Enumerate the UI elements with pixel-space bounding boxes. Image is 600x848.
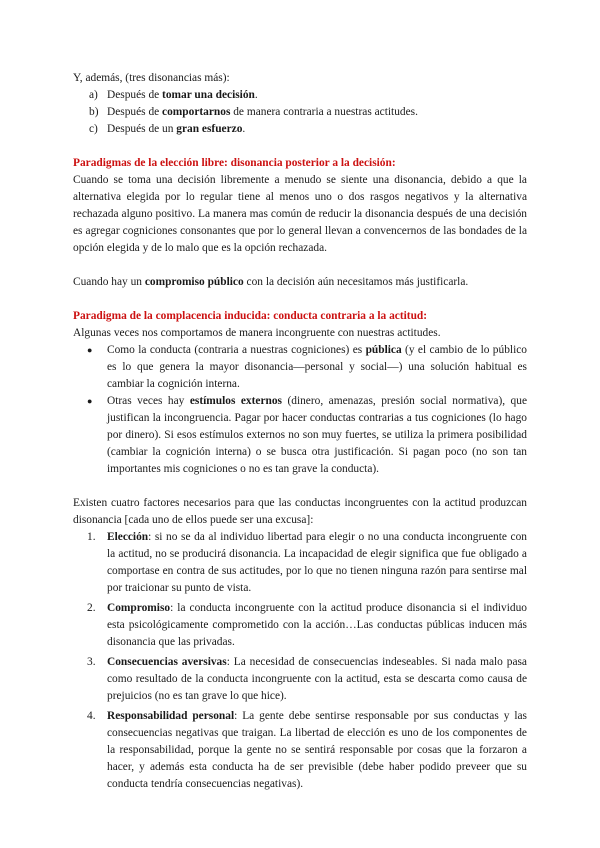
- list-item: 1. Elección: si no se da al individuo libertad para elegir o no una conducta incongruente con la actitud, no se producirá disonancia. La incapacidad de elegir significa que fue obligado a comportase en contra de sus actitudes, por lo que no tienen ninguna razón para sentirse mal por traicionar su punto de vista.: [87, 531, 527, 594]
- bullet-icon: ●: [87, 396, 93, 406]
- factors-lead: Existen cuatro factores necesarios para que las conductas incongruentes con la actitud produzcan disonancia [cada uno de ellos puede ser una excusa]:: [73, 497, 527, 526]
- list-item: 3. Consecuencias aversivas: La necesidad de consecuencias indeseables. Si nada malo pasa como resultado de la conducta incongruente con la actitud, esta se descarta como causa de prejuicios (no es tan grave lo que hice).: [87, 656, 527, 702]
- list-item: c) Después de un gran esfuerzo.: [73, 121, 527, 138]
- list-marker: 4.: [87, 710, 96, 722]
- dissonance-list: [73, 87, 527, 138]
- list-marker: b): [89, 106, 99, 118]
- factors-list: [73, 529, 527, 793]
- bullet-icon: ●: [87, 345, 93, 355]
- list-item: b) Después de comportarnos de manera contraria a nuestras actitudes.: [73, 104, 527, 121]
- bullet-list: [73, 342, 527, 478]
- list-marker: c): [89, 123, 98, 135]
- list-marker: 2.: [87, 602, 96, 614]
- intro-line: Y, además, (tres disonancias más):: [73, 72, 230, 84]
- list-item: 4. Responsabilidad personal: La gente debe sentirse responsable por sus conductas y las consecuencias negativas que traigan. La libertad de elección es uno de los componentes de la responsabilidad, porque la gente no se sentirá responsable por cosas que la forzaron a hacer, y además esta conducta ha de ser previsible (debe haber podido preveer que su conducta tendría consecuencias negativas).: [87, 710, 527, 790]
- list-item: a) Después de tomar una decisión.: [73, 87, 527, 104]
- list-item: 2. Compromiso: la conducta incongruente con la actitud produce disonancia si el individuo esta psicológicamente comprometido con la acción…Las conductas públicas inducen más disonancia que las privadas.: [87, 602, 527, 648]
- list-marker: 3.: [87, 656, 96, 668]
- list-marker: 1.: [87, 531, 96, 543]
- section-heading-induced-compliance: Paradigma de la complacencia inducida: conducta contraria a la actitud:: [73, 310, 428, 322]
- list-item: ● Otras veces hay estímulos externos (dinero, amenazas, presión social normativa), que justifican la incongruencia. Pagar por hacer conductas contrarias a tus cogniciones (lo hago por dinero). Si esos estímulos externos no son muy fuertes, se utiliza la primera posibilidad (cambiar la cognición interna) o se busca otra justificación. Si pagan poco (no son tan importantes mis cogniciones o no es tan grave la conducta).: [87, 395, 528, 475]
- induced-compliance-lead: Algunas veces nos comportamos de manera incongruente con nuestras actitudes.: [73, 327, 441, 339]
- free-choice-paragraph: Cuando se toma una decisión libremente a menudo se siente una disonancia, debido a que la alternativa elegida por lo regular tiene al menos uno o dos rasgos negativos y la alternativa rechazada alguno positivo. La manera mas común de reducir la disonancia después de una decisión es agregar cogniciones consonantes que por lo general llevan a convencernos de las bondades de la opción elegida y de lo malo que es la opción rechazada.: [73, 174, 527, 254]
- public-commitment-paragraph: Cuando hay un compromiso público con la decisión aún necesitamos más justificarla.: [73, 276, 469, 288]
- list-marker: a): [89, 89, 98, 101]
- section-heading-free-choice: Paradigmas de la elección libre: disonancia posterior a la decisión:: [73, 157, 396, 169]
- list-item: ● Como la conducta (contraria a nuestras cogniciones) es pública (y el cambio de lo público es lo que genera la mayor disonancia—personal y social—) una solución habitual es cambiar la cognición interna.: [87, 344, 527, 390]
